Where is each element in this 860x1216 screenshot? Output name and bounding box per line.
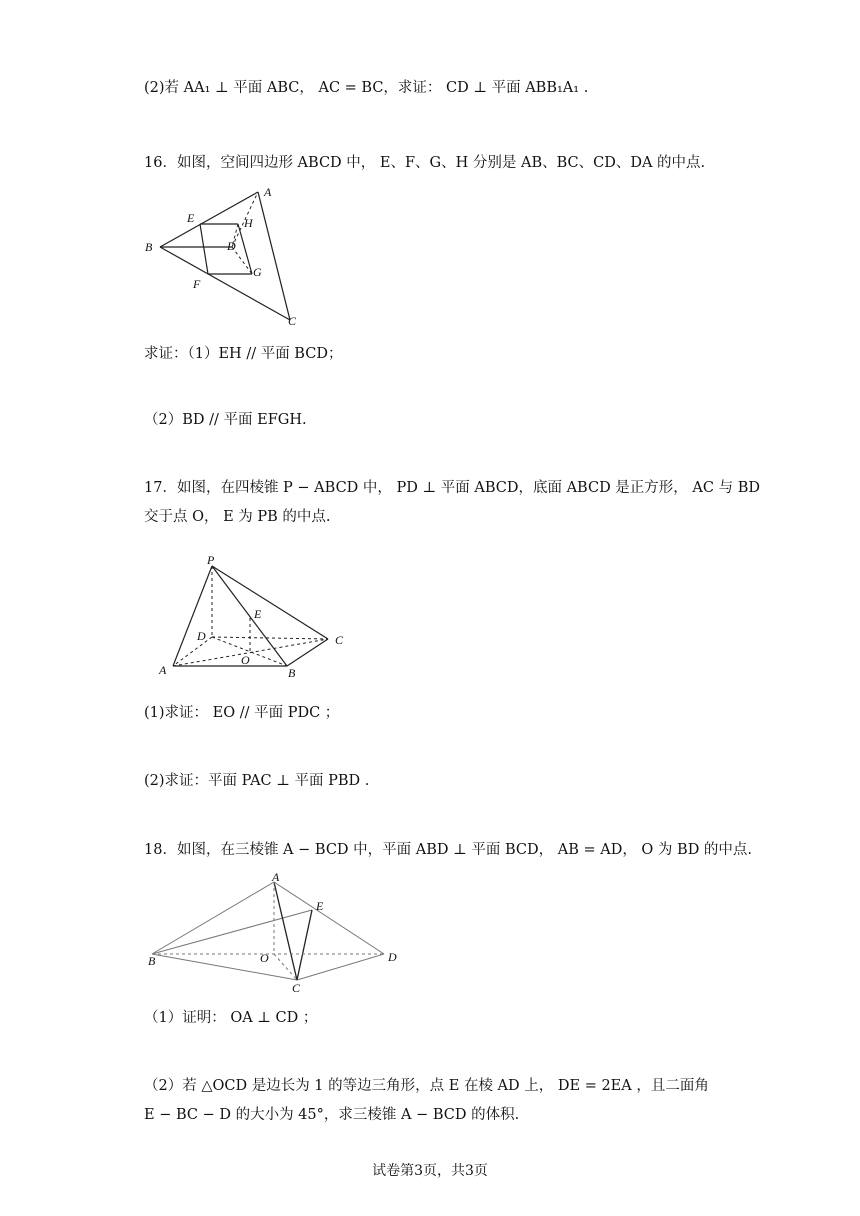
q16-label-E: E xyxy=(187,211,195,225)
q18-part2-line1: （2）若 △OCD 是边长为 1 的等边三角形，点 E 在棱 AD 上， DE = 2EA ，且二面角 xyxy=(144,1078,709,1094)
q17-label-C: C xyxy=(335,633,344,647)
q18-figure xyxy=(142,872,412,997)
q18-label-E: E xyxy=(316,899,324,913)
q16-stem: 16．如图，空间四边形 ABCD 中， E、F、G、H 分别是 AB、BC、CD、DA 的中点. xyxy=(144,155,706,171)
q16-figure xyxy=(140,182,340,332)
q18-label-D: D xyxy=(388,950,397,964)
q17-part2: (2)求证：平面 PAC ⊥ 平面 PBD . xyxy=(144,773,370,789)
q18-part2-line2: E − BC − D 的大小为 45°，求三棱锥 A − BCD 的体积. xyxy=(144,1107,520,1123)
q16-label-H: H xyxy=(244,216,253,230)
q17-stem-line2: 交于点 O， E 为 PB 的中点. xyxy=(144,509,331,525)
q15-part2-text: (2)若 AA₁ ⊥ 平面 ABC， AC = BC，求证： CD ⊥ 平面 ABB₁A₁ . xyxy=(144,80,589,96)
q17-label-B: B xyxy=(288,666,296,680)
q17-figure xyxy=(155,552,365,682)
q17-label-O: O xyxy=(241,653,250,667)
q16-label-C: C xyxy=(288,314,297,328)
q16-part2: （2）BD // 平面 EFGH. xyxy=(144,412,307,428)
q16-label-B: B xyxy=(145,240,153,254)
q17-label-D: D xyxy=(197,629,206,643)
q17-label-P: P xyxy=(207,553,215,567)
q16-label-D: D xyxy=(227,239,236,253)
q16-label-A: A xyxy=(264,185,272,199)
q18-label-B: B xyxy=(148,954,156,968)
q16-part1: 求证：（1）EH // 平面 BCD； xyxy=(144,346,343,362)
q17-stem-line1: 17．如图，在四棱锥 P − ABCD 中， PD ⊥ 平面 ABCD，底面 ABCD 是正方形， AC 与 BD xyxy=(144,480,760,496)
q17-part1: (1)求证： EO // 平面 PDC ； xyxy=(144,705,340,721)
q18-stem: 18．如图，在三棱锥 A − BCD 中，平面 ABD ⊥ 平面 BCD， AB = AD， O 为 BD 的中点. xyxy=(144,842,753,858)
q18-label-C: C xyxy=(292,981,301,995)
page-footer: 试卷第3页，共3页 xyxy=(372,1163,488,1179)
q17-label-A: A xyxy=(159,663,167,677)
q18-label-O: O xyxy=(260,951,269,965)
q18-part1: （1）证明： OA ⊥ CD ； xyxy=(144,1010,318,1026)
q17-label-E: E xyxy=(254,607,262,621)
q16-label-F: F xyxy=(193,277,201,291)
q18-label-A: A xyxy=(272,872,280,884)
q16-label-G: G xyxy=(253,265,262,279)
